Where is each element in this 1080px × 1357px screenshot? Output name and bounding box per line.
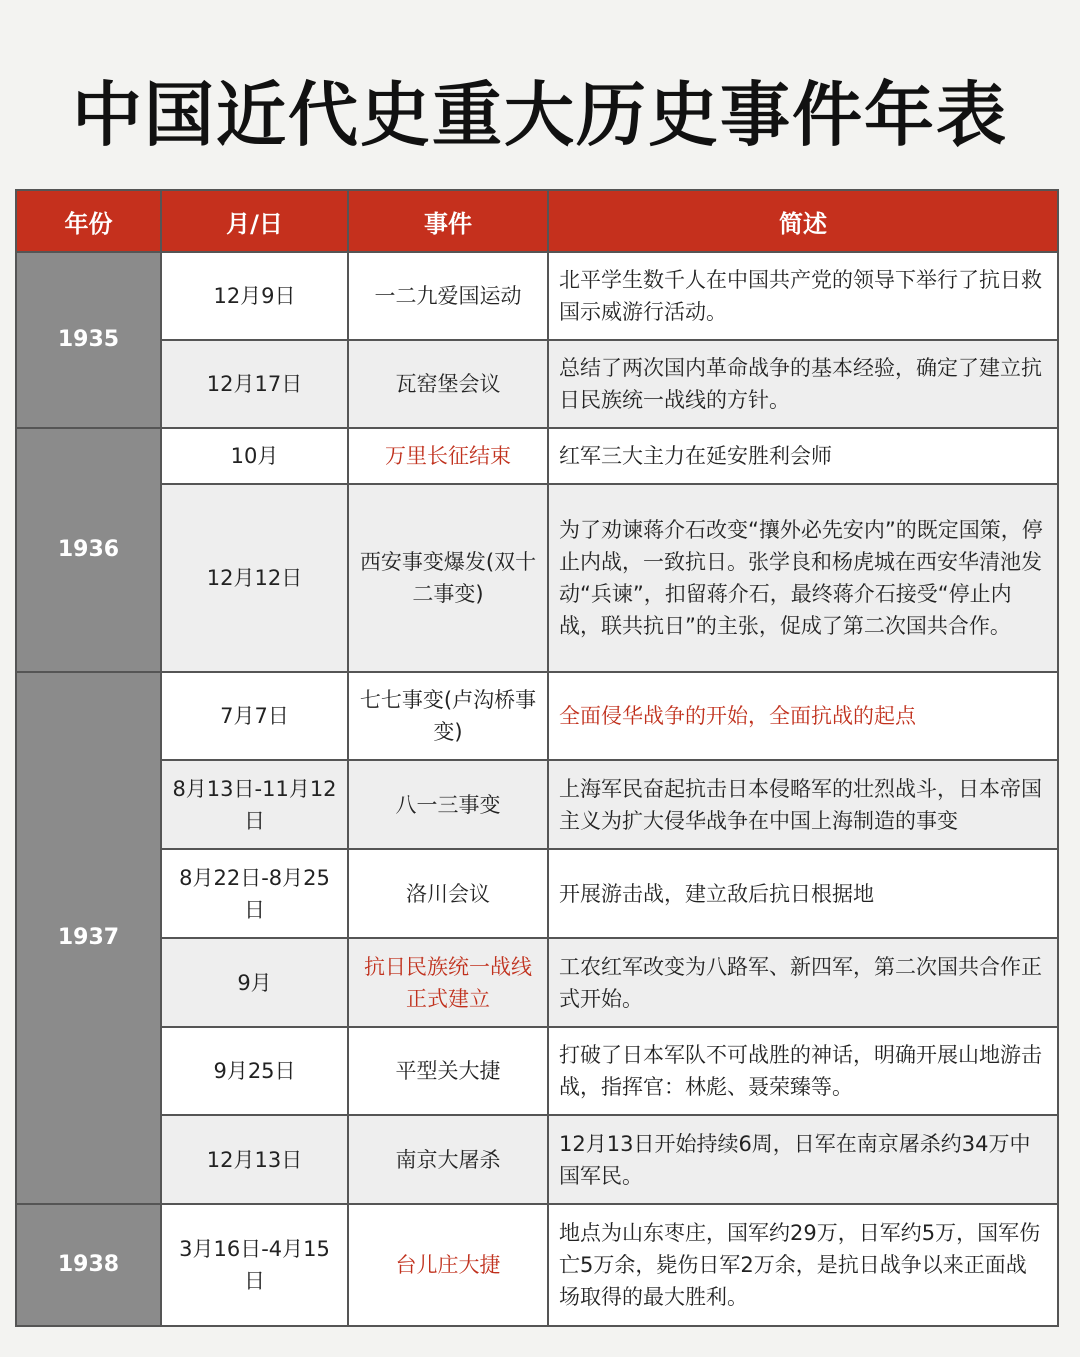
event-cell: 西安事变爆发(双十二事变) [348, 484, 548, 672]
header-row [16, 190, 1058, 252]
desc-cell: 全面侵华战争的开始，全面抗战的起点 [548, 672, 1058, 760]
table-row [16, 1204, 1058, 1326]
date-cell: 12月17日 [161, 340, 348, 428]
date-cell: 10月 [161, 428, 348, 484]
table-row [16, 252, 1058, 340]
desc-cell: 12月13日开始持续6周，日军在南京屠杀约34万中国军民。 [548, 1115, 1058, 1204]
event-cell: 洛川会议 [348, 849, 548, 938]
event-cell: 平型关大捷 [348, 1027, 548, 1115]
date-cell: 9月25日 [161, 1027, 348, 1115]
year-cell: 1938 [16, 1204, 161, 1326]
event-cell: 七七事变(卢沟桥事变) [348, 672, 548, 760]
desc-cell: 工农红军改变为八路军、新四军，第二次国共合作正式开始。 [548, 938, 1058, 1027]
header-date: 月/日 [161, 190, 348, 252]
table-row [16, 672, 1058, 760]
date-cell: 7月7日 [161, 672, 348, 760]
timeline-table [15, 189, 1059, 1327]
event-cell: 万里长征结束 [348, 428, 548, 484]
table-row [16, 428, 1058, 484]
event-cell: 南京大屠杀 [348, 1115, 548, 1204]
header-event: 事件 [348, 190, 548, 252]
header-year: 年份 [16, 190, 161, 252]
table-row [16, 849, 1058, 938]
desc-cell: 红军三大主力在延安胜利会师 [548, 428, 1058, 484]
desc-cell: 北平学生数千人在中国共产党的领导下举行了抗日救国示威游行活动。 [548, 252, 1058, 340]
table-row [16, 1027, 1058, 1115]
event-cell: 抗日民族统一战线正式建立 [348, 938, 548, 1027]
date-cell: 8月13日-11月12日 [161, 760, 348, 849]
date-cell: 12月12日 [161, 484, 348, 672]
desc-cell: 开展游击战，建立敌后抗日根据地 [548, 849, 1058, 938]
desc-cell: 地点为山东枣庄，国军约29万，日军约5万，国军伤亡5万余，毙伤日军2万余，是抗日战争以来正面战场取得的最大胜利。 [548, 1204, 1058, 1326]
desc-cell: 总结了两次国内革命战争的基本经验，确定了建立抗日民族统一战线的方针。 [548, 340, 1058, 428]
table-row [16, 938, 1058, 1027]
event-cell: 瓦窑堡会议 [348, 340, 548, 428]
year-cell: 1937 [16, 672, 161, 1204]
table-row [16, 340, 1058, 428]
desc-cell: 打破了日本军队不可战胜的神话，明确开展山地游击战，指挥官：林彪、聂荣臻等。 [548, 1027, 1058, 1115]
event-cell: 台儿庄大捷 [348, 1204, 548, 1326]
desc-cell: 为了劝谏蒋介石改变“攘外必先安内”的既定国策，停止内战，一致抗日。张学良和杨虎城在西安华清池发动“兵谏”，扣留蒋介石，最终蒋介石接受“停止内战，联共抗日”的主张，促成了第二次国共合作。 [548, 484, 1058, 672]
year-cell: 1935 [16, 252, 161, 428]
page-title: 中国近代史重大历史事件年表 [72, 74, 1008, 156]
event-cell: 一二九爱国运动 [348, 252, 548, 340]
date-cell: 8月22日-8月25日 [161, 849, 348, 938]
table-row [16, 1115, 1058, 1204]
desc-cell: 上海军民奋起抗击日本侵略军的壮烈战斗，日本帝国主义为扩大侵华战争在中国上海制造的事变 [548, 760, 1058, 849]
table-row [16, 484, 1058, 672]
table-row [16, 760, 1058, 849]
year-cell: 1936 [16, 428, 161, 672]
header-desc: 简述 [548, 190, 1058, 252]
date-cell: 9月 [161, 938, 348, 1027]
date-cell: 12月9日 [161, 252, 348, 340]
event-cell: 八一三事变 [348, 760, 548, 849]
date-cell: 12月13日 [161, 1115, 348, 1204]
date-cell: 3月16日-4月15日 [161, 1204, 348, 1326]
